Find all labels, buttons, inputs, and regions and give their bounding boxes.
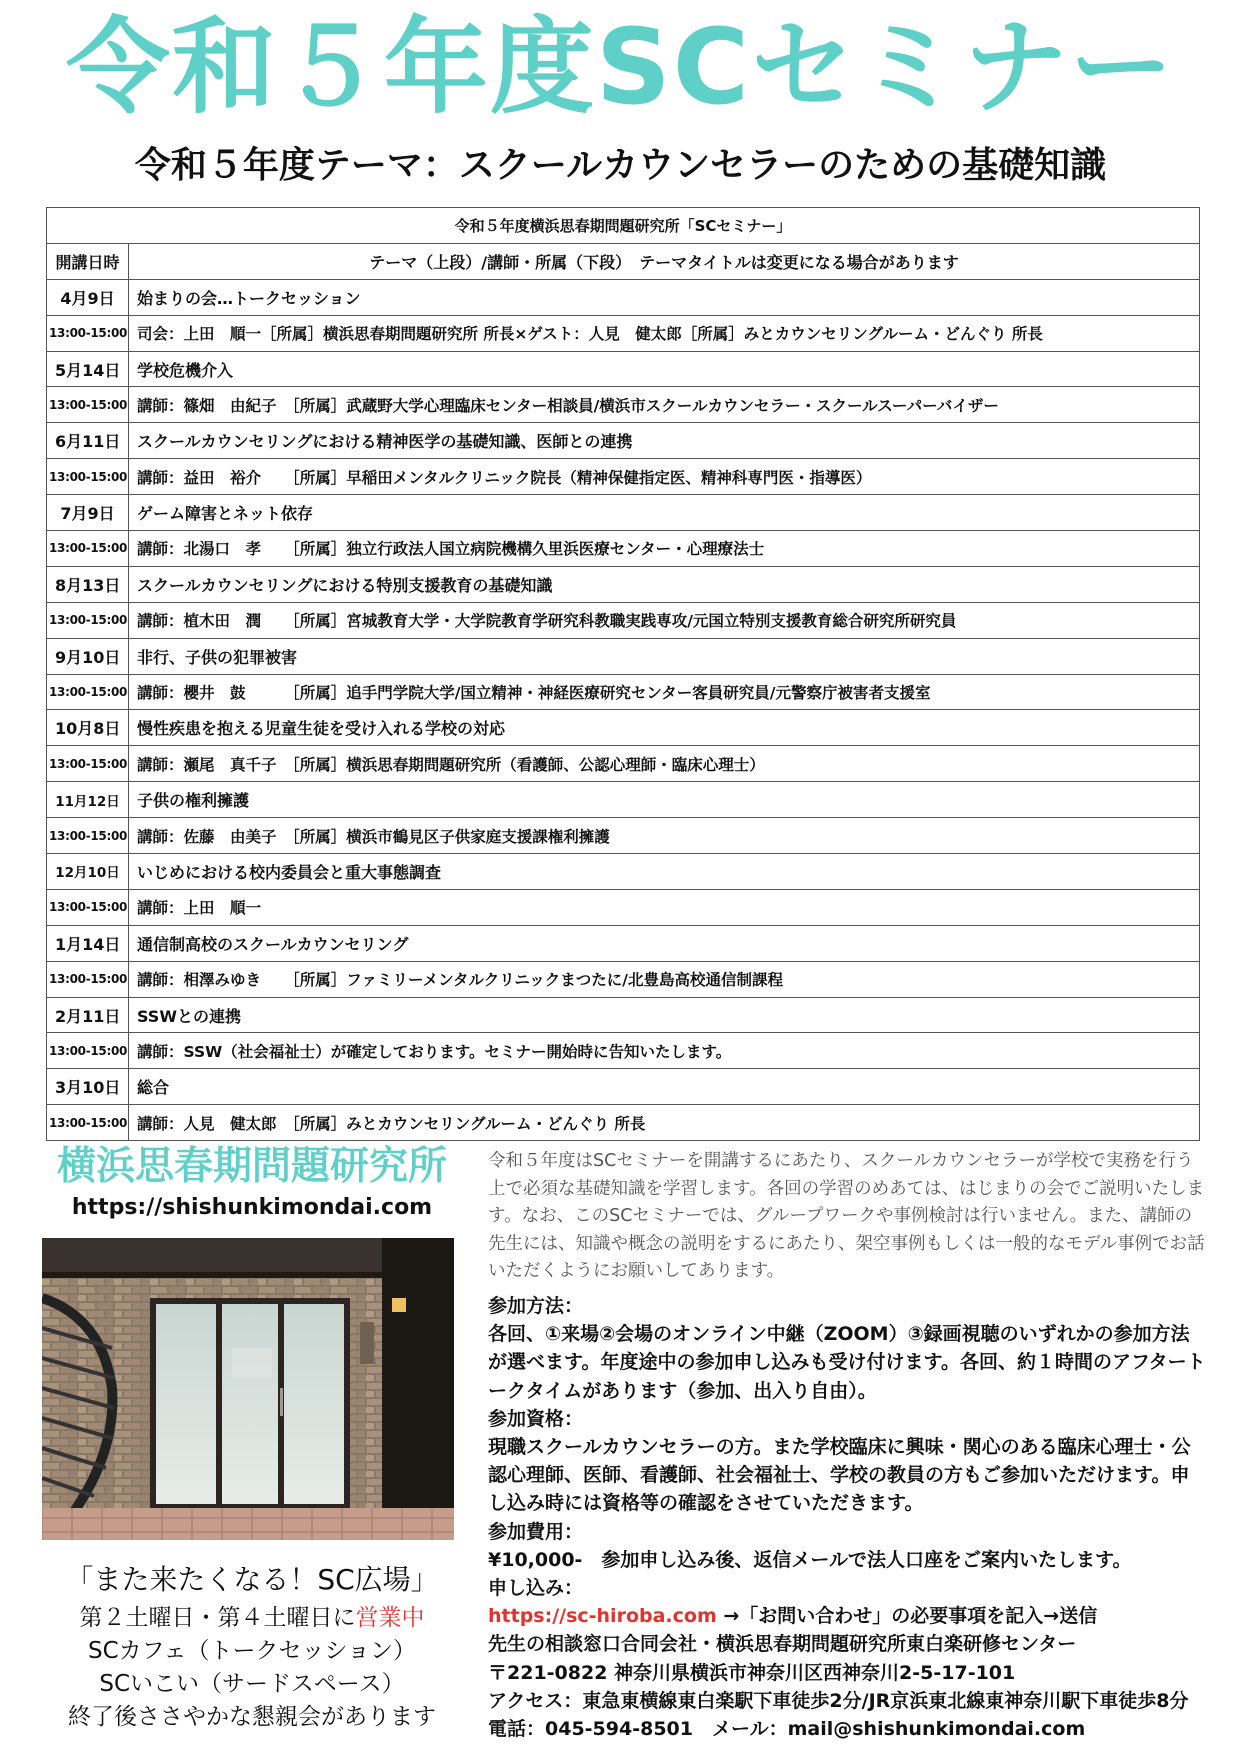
session-theme: 学校危機介入 [129, 351, 1200, 387]
table-row [47, 531, 1200, 567]
session-theme: SSWとの連携 [129, 997, 1200, 1033]
session-date: 12月10日 [47, 854, 129, 890]
method-label: 参加方法： [488, 1295, 584, 1317]
fee-text: ¥10,000- 参加申し込み後、返信メールで法人口座をご案内いたします。 [488, 1548, 1132, 1571]
table-row [47, 602, 1200, 638]
fee-label: 参加費用： [488, 1520, 584, 1543]
building-photo [42, 1238, 454, 1540]
session-date: 10月8日 [47, 710, 129, 746]
session-theme: 子供の権利擁護 [129, 782, 1200, 818]
session-date: 4月9日 [47, 279, 129, 315]
session-time: 13:00-15:00 [47, 674, 129, 710]
table-row [47, 997, 1200, 1033]
company-name: 先生の相談窓口合同会社・横浜思春期問題研究所東白楽研修センター [488, 1633, 1077, 1656]
table-row [47, 889, 1200, 925]
header-theme: テーマ（上段）/講師・所属（下段） テーマタイトルは変更になる場合があります [129, 243, 1200, 279]
hiroba-party: 終了後ささやかな懇親会があります [68, 1704, 436, 1730]
header-date: 開講日時 [47, 243, 129, 279]
session-date: 9月10日 [47, 638, 129, 674]
table-row [47, 782, 1200, 818]
session-lecturer: 講師：瀬尾 真千子 ［所属］横浜思春期問題研究所（看護師、公認心理師・臨床心理士） [129, 746, 1200, 782]
session-time: 13:00-15:00 [47, 818, 129, 854]
session-time: 13:00-15:00 [47, 889, 129, 925]
table-row [47, 423, 1200, 459]
table-row [47, 925, 1200, 961]
table-row [47, 674, 1200, 710]
hiroba-days-text: 第２土曜日・第４土曜日に [79, 1605, 356, 1631]
session-date: 1月14日 [47, 925, 129, 961]
session-date: 8月13日 [47, 566, 129, 602]
session-time: 13:00-15:00 [47, 1033, 129, 1069]
session-date: 6月11日 [47, 423, 129, 459]
session-lecturer: 講師：植木田 潤 ［所属］宮城教育大学・大学院教育学研究科教職実践専攻/元国立特別支援教育総合研究所研究員 [129, 602, 1200, 638]
session-date: 2月11日 [47, 997, 129, 1033]
session-time: 13:00-15:00 [47, 387, 129, 423]
session-lecturer: 講師：櫻井 鼓 ［所属］追手門学院大学/国立精神・神経医療研究センター客員研究員/元警察庁被害者支援室 [129, 674, 1200, 710]
org-name: 横浜思春期問題研究所 [56, 1144, 447, 1189]
table-header-row [47, 243, 1200, 279]
apply-label: 申し込み： [488, 1577, 584, 1600]
table-row [47, 315, 1200, 351]
hiroba-days [42, 1603, 462, 1633]
table-row [47, 1069, 1200, 1105]
table-row [47, 746, 1200, 782]
building-photo-illustration [42, 1238, 454, 1540]
qualification-label: 参加資格： [488, 1407, 584, 1430]
session-lecturer: 講師：北湯口 孝 ［所属］独立行政法人国立病院機構久里浜医療センター・心理療法士 [129, 531, 1200, 567]
session-theme: スクールカウンセリングにおける精神医学の基礎知識、医師との連携 [129, 423, 1200, 459]
contact: 電話：045-594-8501 メール：mail@shishunkimondai.com [488, 1718, 1086, 1741]
session-theme: いじめにおける校内委員会と重大事態調査 [129, 854, 1200, 890]
table-row [47, 1033, 1200, 1069]
session-time: 13:00-15:00 [47, 961, 129, 997]
apply-instructions: →「お問い合わせ」の必要事項を記入→送信 [716, 1605, 1098, 1628]
table-row [47, 638, 1200, 674]
table-row [47, 818, 1200, 854]
apply-link[interactable]: https://sc-hiroba.com [488, 1605, 717, 1628]
hiroba-title: 「また来たくなる！SC広場」 [65, 1563, 439, 1596]
method-text: 各回、①来場②会場のオンライン中継（ZOOM）③録画視聴のいずれかの参加方法が選べます。年度途中の参加申し込みも受け付けます。各回、約１時間のアフタートークタイムがあります（参加、出入り自由）。 [488, 1323, 1206, 1402]
session-date: 11月12日 [47, 782, 129, 818]
session-lecturer: 講師：人見 健太郎 ［所属］みとカウンセリングルーム・どんぐり 所長 [129, 1105, 1200, 1141]
session-date: 3月10日 [47, 1069, 129, 1105]
table-row [47, 710, 1200, 746]
session-date: 7月9日 [47, 495, 129, 531]
table-row [47, 279, 1200, 315]
table-row [47, 961, 1200, 997]
table-caption-row [47, 208, 1200, 244]
apply-line [488, 1602, 1208, 1630]
table-row [47, 495, 1200, 531]
qualification-text: 現職スクールカウンセラーの方。また学校臨床に興味・関心のある臨床心理士・公認心理師、医師、看護師、社会福祉士、学校の教員の方もご参加いただけます。申し込み時には資格等の確認をさせていただきます。 [488, 1436, 1191, 1515]
access: アクセス：東急東横線東白楽駅下車徒歩2分/JR京浜東北線東神奈川駅下車徒歩8分 [488, 1689, 1189, 1712]
session-theme: スクールカウンセリングにおける特別支援教育の基礎知識 [129, 566, 1200, 602]
hiroba-cafe: SCカフェ（トークセッション） [87, 1638, 417, 1664]
session-theme: 通信制高校のスクールカウンセリング [129, 925, 1200, 961]
org-url[interactable]: https://shishunkimondai.com [71, 1195, 433, 1220]
table-row [47, 566, 1200, 602]
session-time: 13:00-15:00 [47, 746, 129, 782]
session-time: 13:00-15:00 [47, 315, 129, 351]
session-theme: 慢性疾患を抱える児童生徒を受け入れる学校の対応 [129, 710, 1200, 746]
table-row [47, 351, 1200, 387]
table-row [47, 1105, 1200, 1141]
session-time: 13:00-15:00 [47, 1105, 129, 1141]
subtitle: 令和５年度テーマ：スクールカウンセラーのための基礎知識 [134, 145, 1107, 186]
session-theme: 非行、子供の犯罪被害 [129, 638, 1200, 674]
session-lecturer: 講師：篠畑 由紀子 ［所属］武蔵野大学心理臨床センター相談員/横浜市スクールカウンセラー・スクールスーパーバイザー [129, 387, 1200, 423]
session-lecturer: 講師：相澤みゆき ［所属］ファミリーメンタルクリニックまつたに/北豊島高校通信制課程 [129, 961, 1200, 997]
session-lecturer: 講師：SSW（社会福祉士）が確定しております。セミナー開始時に告知いたします。 [129, 1033, 1200, 1069]
schedule-body [47, 279, 1200, 1140]
session-time: 13:00-15:00 [47, 459, 129, 495]
address: 〒221-0822 神奈川県横浜市神奈川区西神奈川2-5-17-101 [488, 1661, 1016, 1684]
hiroba-open-badge: 営業中 [355, 1605, 425, 1631]
session-time: 13:00-15:00 [47, 602, 129, 638]
session-lecturer: 講師：益田 裕介 ［所属］早稲田メンタルクリニック院長（精神保健指定医、精神科専門医・指導医） [129, 459, 1200, 495]
main-title: 令和５年度SCセミナー [65, 6, 1176, 128]
table-row [47, 387, 1200, 423]
session-time: 13:00-15:00 [47, 531, 129, 567]
table-caption: 令和５年度横浜思春期問題研究所「SCセミナー」 [47, 208, 1200, 244]
hiroba-ikoi: SCいこい（サードスペース） [99, 1671, 405, 1697]
session-theme: 総合 [129, 1069, 1200, 1105]
session-theme: ゲーム障害とネット依存 [129, 495, 1200, 531]
session-lecturer: 講師：上田 順一 [129, 889, 1200, 925]
session-date: 5月14日 [47, 351, 129, 387]
session-theme: 始まりの会…トークセッション [129, 279, 1200, 315]
session-lecturer: 講師：佐藤 由美子 ［所属］横浜市鶴見区子供家庭支援課権利擁護 [129, 818, 1200, 854]
intro-paragraph: 令和５年度はSCセミナーを開講するにあたり、スクールカウンセラーが学校で実務を行う上で必須な基礎知識を学習します。各回の学習のめあては、はじまりの会でご説明いたします。なお、このSCセミナーでは、グループワークや事例検討は行いません。また、講師の先生には、知識や概念の説明をするにあたり、架空事例もしくは一般的なモデル事例でお話いただくようにお願いしてあります。 [488, 1151, 1205, 1281]
session-lecturer: 司会：上田 順一［所属］横浜思春期問題研究所 所長×ゲスト：人見 健太郎［所属］みとカウンセリングルーム・どんぐり 所長 [129, 315, 1200, 351]
table-row [47, 459, 1200, 495]
info-block [488, 1292, 1208, 1743]
schedule-table [46, 207, 1200, 1141]
table-row [47, 854, 1200, 890]
